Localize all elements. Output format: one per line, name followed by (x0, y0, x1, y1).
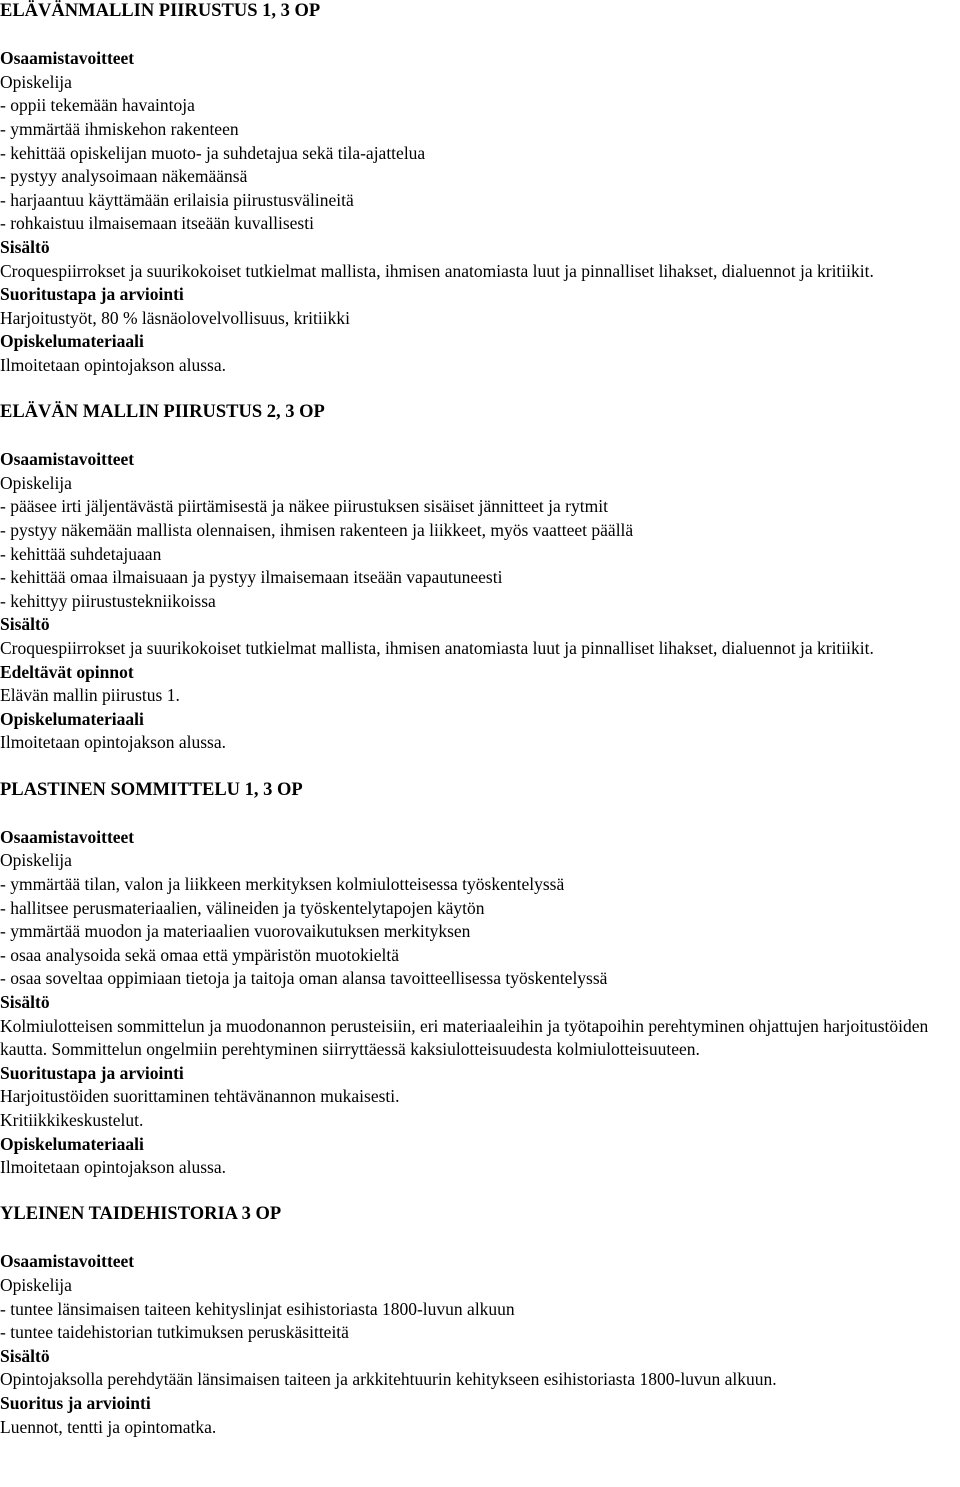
goal-item: - ymmärtää ihmiskehon rakenteen (0, 118, 239, 139)
goal-item: - rohkaistuu ilmaisemaan itseään kuvallisesti (0, 213, 314, 234)
goal-item: - osaa soveltaa oppimiaan tietoja ja taitoja oman alansa tavoitteellisessa työskentelyssä (0, 968, 608, 989)
goal-item: - oppii tekemään havaintoja (0, 95, 195, 116)
material-heading: Opiskelumateriaali (0, 708, 144, 729)
goal-item: - tuntee taidehistorian tutkimuksen peruskäsitteitä (0, 1322, 349, 1343)
course-title: ELÄVÄN MALLIN PIIRUSTUS 2, 3 OP (0, 402, 325, 423)
course-section (0, 779, 958, 1204)
goal-item: - pystyy näkemään mallista olennaisen, ihmisen rakenteen ja liikkeet, myös vaatteet päällä (0, 520, 634, 541)
content-heading: Sisältö (0, 1345, 50, 1366)
content-text: Croquespiirrokset ja suurikokoiset tutkielmat mallista, ihmisen anatomiasta luut ja pinnalliset lihakset, dialuennot ja kritiikit. (0, 260, 874, 281)
goal-item: - tuntee länsimaisen taiteen kehityslinjat esihistoriasta 1800-luvun alkuun (0, 1298, 515, 1319)
goal-item: - pääsee irti jäljentävästä piirtämisestä ja näkee piirustuksen sisäiset jännitteet ja rytmit (0, 496, 608, 517)
method-heading: Suoritustapa ja arviointi (0, 1062, 184, 1083)
goals-heading: Osaamistavoitteet (0, 826, 135, 847)
subject-label: Opiskelija (0, 472, 72, 493)
spacer (0, 24, 958, 48)
course-section (0, 401, 958, 779)
spacer (0, 425, 958, 449)
spacer (0, 1227, 958, 1251)
method-heading: Suoritustapa ja arviointi (0, 284, 184, 305)
material-heading: Opiskelumateriaali (0, 1133, 144, 1154)
goals-heading: Osaamistavoitteet (0, 1251, 135, 1272)
material-text: Ilmoitetaan opintojakson alussa. (0, 732, 226, 753)
subject-label: Opiskelija (0, 71, 72, 92)
prerequisites-text: Elävän mallin piirustus 1. (0, 685, 180, 706)
course-title: ELÄVÄNMALLIN PIIRUSTUS 1, 3 OP (0, 1, 321, 21)
goal-item: - kehittää suhdetajuaan (0, 543, 162, 564)
spacer (0, 378, 958, 402)
goal-item: - ymmärtää muodon ja materiaalien vuorovaikutuksen merkityksen (0, 921, 471, 942)
spacer (0, 755, 958, 779)
material-text: Ilmoitetaan opintojakson alussa. (0, 1157, 226, 1178)
content-text: Kolmiulotteisen sommittelun ja muodonannon perusteisiin, eri materiaaleihin ja työtapoihin perehtyminen ohjattujen harjoitustöiden kautta. Sommittelun ongelmiin perehtyminen siirryttäessä kaksiulotteisuudesta kolmiulotteisuuteen. (0, 1015, 929, 1060)
content-heading: Sisältö (0, 236, 50, 257)
content-text: Croquespiirrokset ja suurikokoiset tutkielmat mallista, ihmisen anatomiasta luut ja pinnalliset lihakset, dialuennot ja kritiikit. (0, 638, 874, 659)
goals-heading: Osaamistavoitteet (0, 449, 135, 470)
method-text: Luennot, tentti ja opintomatka. (0, 1416, 217, 1437)
prerequisites-heading: Edeltävät opinnot (0, 661, 134, 682)
method-heading: Suoritus ja arviointi (0, 1393, 151, 1414)
goal-item: - kehittää opiskelijan muoto- ja suhdetajua sekä tila-ajattelua (0, 142, 426, 163)
goals-heading: Osaamistavoitteet (0, 48, 135, 69)
content-heading: Sisältö (0, 614, 50, 635)
content-text: Opintojaksolla perehdytään länsimaisen taiteen ja arkkitehtuurin kehitykseen esihistoriasta 1800-luvun alkuun. (0, 1369, 777, 1390)
spacer (0, 802, 958, 826)
method-text-2: Kritiikkikeskustelut. (0, 1109, 144, 1130)
material-heading: Opiskelumateriaali (0, 331, 144, 352)
subject-label: Opiskelija (0, 1275, 72, 1296)
goal-item: - ymmärtää tilan, valon ja liikkeen merkityksen kolmiulotteisessa työskentelyssä (0, 873, 565, 894)
course-title: PLASTINEN SOMMITTELU 1, 3 OP (0, 779, 303, 800)
course-section (0, 0, 958, 401)
goal-item: - kehittyy piirustustekniikoissa (0, 590, 216, 611)
method-text: Harjoitustöiden suorittaminen tehtävänannon mukaisesti. (0, 1086, 400, 1107)
content-heading: Sisältö (0, 991, 50, 1012)
course-section (0, 1203, 958, 1439)
spacer (0, 1180, 958, 1204)
subject-label: Opiskelija (0, 850, 72, 871)
goal-item: - hallitsee perusmateriaalien, välineiden ja työskentelytapojen käytön (0, 897, 485, 918)
goal-item: - kehittää omaa ilmaisuaan ja pystyy ilmaisemaan itseään vapautuneesti (0, 567, 503, 588)
goal-item: - pystyy analysoimaan näkemäänsä (0, 166, 248, 187)
method-text: Harjoitustyöt, 80 % läsnäolovelvollisuus, kritiikki (0, 307, 350, 328)
goal-item: - osaa analysoida sekä omaa että ympäristön muotokieltä (0, 944, 399, 965)
goal-item: - harjaantuu käyttämään erilaisia piirustusvälineitä (0, 189, 354, 210)
material-text: Ilmoitetaan opintojakson alussa. (0, 354, 226, 375)
course-title: YLEINEN TAIDEHISTORIA 3 OP (0, 1204, 282, 1225)
